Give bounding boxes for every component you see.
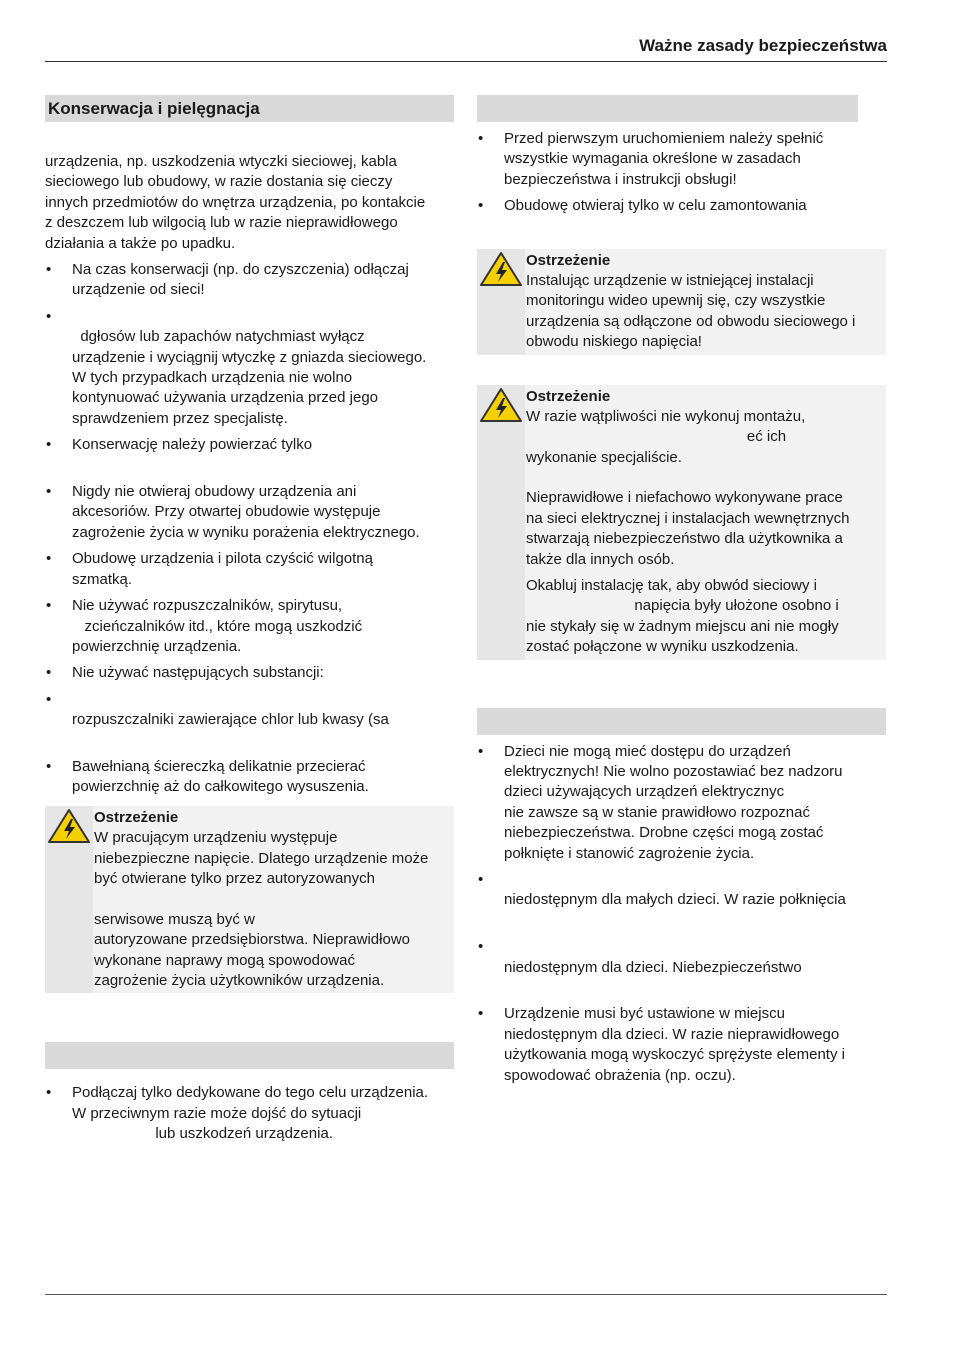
warning-cell: [477, 385, 525, 660]
warning-text-line: także dla innych osób.: [526, 550, 675, 568]
bullet-text-line: [504, 937, 886, 957]
warning-text-line: autoryzowane przedsiębiorstwa. Nieprawidłowo: [94, 931, 410, 949]
bullet-text-line: powierzchnię aż do całkowitego wysuszenia.: [72, 778, 369, 796]
bullet-item: [477, 742, 886, 864]
warning-text-line: na sieci elektrycznej i instalacjach wewnętrznych: [526, 509, 850, 527]
warning-text-line: wykonane naprawy mogą spowodować: [94, 951, 355, 969]
warning-text-line: Nieprawidłowe i niefachowo wykonywane prace: [526, 489, 843, 507]
footer-rule: [45, 1294, 887, 1295]
maintenance-warning-box: [45, 806, 454, 994]
bullet-text-line: niedostępnym dla dzieci. W razie nieprawidłowego: [504, 1025, 840, 1043]
page-header: [45, 36, 887, 62]
installation-warning-box-2: [477, 385, 886, 660]
bullet-text-line: [504, 978, 886, 998]
bullet-item: [477, 129, 886, 190]
installation-warning-2-text: [525, 385, 886, 660]
bullet-item: [45, 482, 454, 543]
warning-text-line: [94, 889, 452, 909]
bullet-text-line: powierzchnię urządzenia.: [72, 637, 242, 655]
bullet-text-line: bezpieczeństwa i instrukcji obsługi!: [504, 170, 737, 188]
warning-text-line: wykonanie specjaliście.: [526, 448, 682, 466]
bullet-text-line: • Bawełnianą ściereczką delikatnie przecierać: [72, 757, 366, 775]
children-section-title: [477, 708, 886, 735]
installation-bullet-list: [477, 129, 886, 217]
bullet-text-line: [72, 731, 454, 751]
high-voltage-warning-icon: [479, 251, 523, 287]
bullet-text-line: • Konserwację należy powierzać tylko: [72, 436, 313, 454]
bullet-text-line: spowodować obrażenia (np. oczu).: [504, 1066, 736, 1084]
children-bullet-list: [477, 742, 886, 1086]
bullet-text-line: [504, 911, 886, 931]
warning-text-line: serwisowe muszą być w: [94, 910, 255, 928]
bullet-text-line: użytkowania mogą wyskoczyć sprężyste elementy i: [504, 1046, 845, 1064]
intro-text-line: działania a także po upadku.: [45, 234, 236, 252]
accessories-section-title: [45, 1042, 454, 1069]
warning-text-line: zagrożenie życia użytkowników urządzenia.: [94, 971, 385, 989]
warning-text-line: niebezpieczne napięcie. Dlatego urządzenie może: [94, 849, 429, 867]
bullet-text-line: szmatką.: [72, 570, 133, 588]
bullet-text-line: połknięte i stanowić zagrożenie życia.: [504, 844, 755, 862]
installation-warning-1-text: [525, 249, 886, 355]
intro-text-line: urządzenia, np. uszkodzenia wtyczki sieciowej, kabla: [45, 153, 397, 170]
maintenance-section-title: Konserwacja i pielęgnacja: [45, 95, 454, 122]
bullet-text-line: wszystkie wymagania określone w zasadach: [504, 150, 801, 168]
bullet-text-line: W tych przypadkach urządzenia nie wolno: [72, 369, 353, 387]
warning-text-line: być otwierane tylko przez autoryzowanych: [94, 869, 375, 887]
bullet-text-line: [504, 870, 886, 890]
warning-text-line: zostać połączone w wyniku uszkodzenia.: [526, 638, 799, 656]
bullet-text-line: • Urządzenie musi być ustawione w miejscu: [504, 1005, 785, 1023]
bullet-text-line: • Nie używać rozpuszczalników, spirytusu,: [72, 597, 343, 615]
warning-title: Ostrzeżenie: [526, 251, 611, 269]
bullet-text-line: kontynuować używania urządzenia przed jego: [72, 389, 379, 407]
bullet-text-line: dzieci używających urządzeń elektrycznyc: [504, 783, 785, 801]
bullet-text-line: niebezpieczeństwa. Drobne części mogą zostać: [504, 824, 824, 842]
intro-text-line: sieciowego lub obudowy, w razie dostania się cieczy: [45, 173, 393, 191]
bullet-item: [45, 690, 454, 751]
bullet-item: [45, 663, 454, 683]
bullet-text-line: sprawdzeniem przez specjalistę.: [72, 409, 288, 427]
bullet-item: [45, 596, 454, 657]
warning-text-line: W pracującym urządzeniu występuje: [94, 829, 338, 847]
bullet-text-line: • Przed pierwszym uruchomieniem należy spełnić: [504, 130, 824, 147]
bullet-text-line: • Nigdy nie otwieraj obudowy urządzenia ani: [72, 483, 357, 501]
warning-text-line: napięcia były ułożone osobno i: [526, 597, 839, 615]
warning-title: Ostrzeżenie: [94, 808, 179, 826]
bullet-item: [45, 757, 454, 798]
bullet-text-line: • Obudowę urządzenia i pilota czyścić wilgotną: [72, 550, 373, 568]
bullet-text-line: urządzenie od sieci!: [72, 281, 205, 299]
bullet-item: [45, 435, 454, 476]
bullet-text-line: elektrycznych! Nie wolno pozostawiać bez nadzoru: [504, 762, 843, 780]
bullet-text-line: [72, 456, 454, 476]
bullet-text-line: [72, 690, 454, 710]
warning-title: Ostrzeżenie: [526, 387, 611, 405]
accessories-bullet-list: [45, 1083, 454, 1144]
right-column: [477, 95, 886, 1086]
bullet-text-line: W przeciwnym razie może dojść do sytuacji: [72, 1104, 362, 1122]
bullet-item: [477, 870, 886, 931]
warning-text-line: nie stykały się w żadnym miejscu ani nie mogły: [526, 617, 839, 635]
bullet-text-line: • niedostępnym dla małych dzieci. W razie połknięcia: [504, 891, 846, 909]
bullet-text-line: • Podłączaj tylko dedykowane do tego celu urządzenia.: [72, 1084, 429, 1102]
bullet-item: [477, 937, 886, 998]
warning-text-line: urządzenia są odłączone od obwodu sieciowego i: [526, 312, 856, 330]
bullet-item: [45, 307, 454, 429]
warning-text-line: obwodu niskiego napięcia!: [526, 333, 702, 351]
warning-text-line: stwarzają niebezpieczeństwo dla użytkownika a: [526, 530, 843, 548]
bullet-text-line: lub uszkodzeń urządzenia.: [72, 1125, 333, 1143]
maintenance-bullet-list: [45, 260, 454, 798]
warning-text-line: W razie wątpliwości nie wykonuj montażu,: [526, 408, 806, 426]
bullet-item: [477, 196, 886, 216]
bullet-text-line: urządzenie i wyciągnij wtyczkę z gniazda sieciowego.: [72, 348, 427, 366]
warning-cell: [477, 249, 525, 355]
warning-text-line: monitoringu wideo upewnij się, czy wszystkie: [526, 292, 826, 310]
warning-text-line: eć ich: [526, 428, 787, 446]
high-voltage-warning-icon: [47, 808, 91, 844]
page-title: Ważne zasady bezpieczeństwa: [639, 36, 887, 55]
bullet-text-line: • Na czas konserwacji (np. do czyszczenia) odłączaj: [72, 261, 409, 279]
bullet-text-line: • Nie używać następujących substancji:: [72, 664, 324, 682]
warning-cell: [45, 806, 93, 994]
bullet-text-line: • dgłosów lub zapachów natychmiast wyłącz: [72, 328, 365, 346]
bullet-text-line: • Obudowę otwieraj tylko w celu zamontowania: [504, 197, 807, 215]
bullet-item: [45, 1083, 454, 1144]
warning-text-line: Instalując urządzenie w istniejącej instalacji: [526, 272, 814, 290]
high-voltage-warning-icon: [479, 387, 523, 423]
intro-text-line: z deszczem lub wilgocią lub w razie nieprawidłowego: [45, 214, 398, 232]
installation-warning-box-1: [477, 249, 886, 355]
bullet-text-line: zcieńczalników itd., które mogą uszkodzić: [72, 617, 363, 635]
bullet-text-line: • Dzieci nie mogą mieć dostępu do urządzeń: [504, 742, 791, 760]
intro-text-line: innych przedmiotów do wnętrza urządzenia, po kontakcie: [45, 193, 426, 211]
bullet-text-line: akcesoriów. Przy otwartej obudowie występuje: [72, 503, 381, 521]
bullet-item: [477, 1004, 886, 1086]
bullet-text-line: nie zawsze są w stanie prawidłowo rozpoznać: [504, 803, 810, 821]
bullet-text-line: • rozpuszczalniki zawierające chlor lub kwasy (sa: [72, 711, 389, 729]
bullet-item: [45, 549, 454, 590]
bullet-text-line: • niedostępnym dla dzieci. Niebezpieczeństwo: [504, 958, 802, 976]
bullet-item: [45, 260, 454, 301]
maintenance-intro: [45, 152, 454, 254]
left-column: [45, 95, 454, 1145]
warning-text-line: Okabluj instalację tak, aby obwód sieciowy i: [526, 576, 817, 594]
bullet-text-line: [72, 307, 454, 327]
installation-section-title: [477, 95, 858, 122]
maintenance-warning-text: [93, 806, 454, 994]
bullet-text-line: zagrożenie życia w wyniku porażenia elektrycznego.: [72, 523, 420, 541]
